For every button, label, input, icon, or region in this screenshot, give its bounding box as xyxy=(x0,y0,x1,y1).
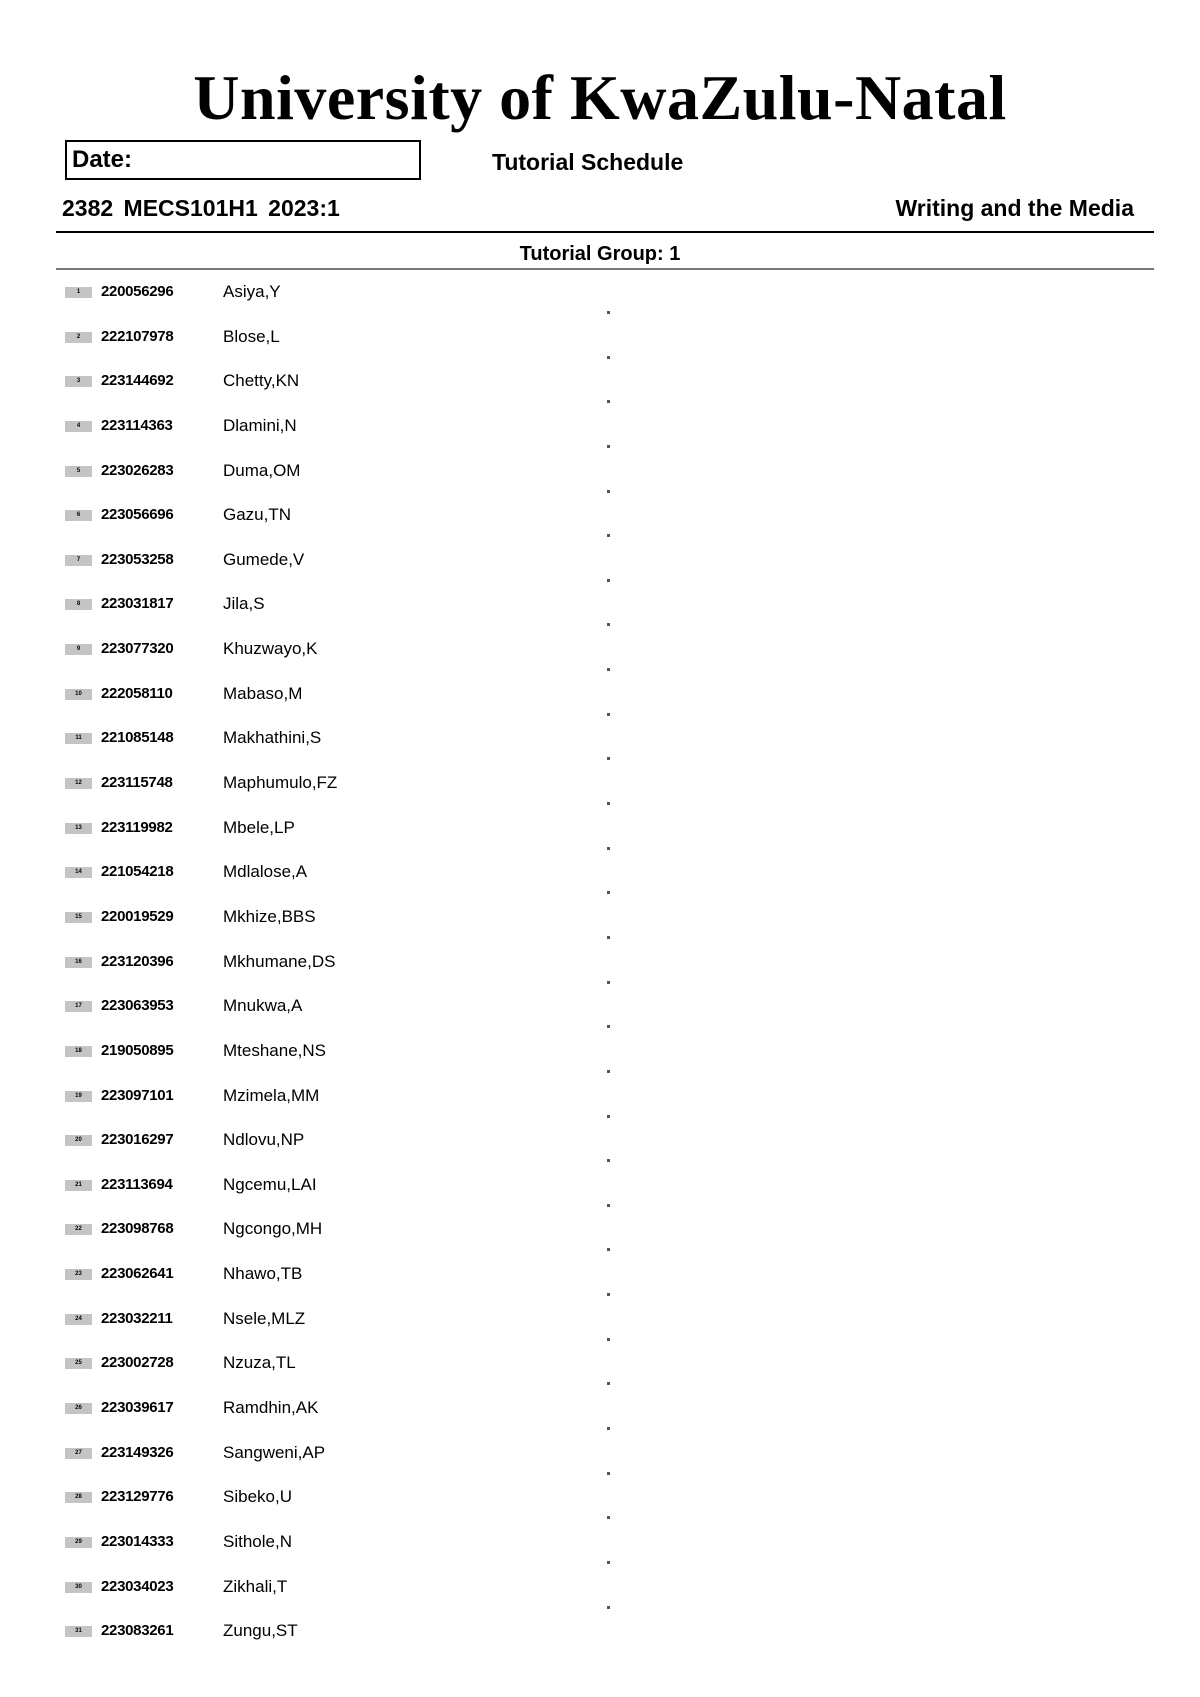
student-number: 223014333 xyxy=(101,1532,174,1550)
student-row xyxy=(0,321,1200,366)
row-separator-dot xyxy=(607,1204,610,1207)
row-number-badge: 3 xyxy=(65,376,92,387)
student-name: Ngcongo,MH xyxy=(223,1219,323,1239)
row-number-badge: 5 xyxy=(65,466,92,477)
student-number: 223119982 xyxy=(101,818,173,836)
row-number-badge: 20 xyxy=(65,1135,92,1146)
row-separator-dot xyxy=(607,668,610,671)
student-name: Zungu,ST xyxy=(223,1621,298,1641)
row-number-badge: 16 xyxy=(65,957,92,968)
student-name: Dlamini,N xyxy=(223,415,297,435)
row-number-badge: 1 xyxy=(65,287,92,298)
row-number-badge: 14 xyxy=(65,867,92,878)
row-number-badge: 23 xyxy=(65,1269,92,1280)
student-row xyxy=(0,410,1200,455)
student-row xyxy=(0,901,1200,946)
student-row xyxy=(0,1615,1200,1660)
student-number: 223098768 xyxy=(101,1220,174,1238)
student-name: Ramdhin,AK xyxy=(223,1398,319,1418)
student-name: Ngcemu,LAI xyxy=(223,1174,317,1194)
row-separator-dot xyxy=(607,311,610,314)
student-name: Chetty,KN xyxy=(223,371,300,391)
student-row xyxy=(0,1080,1200,1125)
row-number-badge: 18 xyxy=(65,1046,92,1057)
row-number-badge: 26 xyxy=(65,1403,92,1414)
student-number: 223034023 xyxy=(101,1577,174,1595)
row-separator-dot xyxy=(607,713,610,716)
header-divider-top xyxy=(56,231,1154,233)
row-number-badge: 7 xyxy=(65,555,92,566)
student-number: 223026283 xyxy=(101,461,174,479)
row-separator-dot xyxy=(607,1516,610,1519)
student-name: Mkhumane,DS xyxy=(223,951,336,971)
student-number: 221085148 xyxy=(101,729,174,747)
student-number: 223115748 xyxy=(101,774,173,792)
student-number: 223113694 xyxy=(101,1175,173,1193)
row-separator-dot xyxy=(607,1070,610,1073)
row-separator-dot xyxy=(607,1159,610,1162)
student-name: Sibeko,U xyxy=(223,1487,292,1507)
student-number: 223002728 xyxy=(101,1354,174,1372)
student-name: Mteshane,NS xyxy=(223,1040,326,1060)
row-separator-dot xyxy=(607,400,610,403)
row-separator-dot xyxy=(607,891,610,894)
student-number: 223063953 xyxy=(101,997,174,1015)
student-row xyxy=(0,1437,1200,1482)
student-number: 223083261 xyxy=(101,1622,174,1640)
student-number: 223114363 xyxy=(101,416,173,434)
row-number-badge: 28 xyxy=(65,1492,92,1503)
row-separator-dot xyxy=(607,936,610,939)
student-row xyxy=(0,1035,1200,1080)
student-row xyxy=(0,633,1200,678)
row-number-badge: 2 xyxy=(65,332,92,343)
student-row xyxy=(0,1124,1200,1169)
student-number: 223097101 xyxy=(101,1086,174,1104)
student-name: Jila,S xyxy=(223,594,265,614)
student-row xyxy=(0,990,1200,1035)
row-separator-dot xyxy=(607,1025,610,1028)
student-number: 223016297 xyxy=(101,1131,174,1149)
row-separator-dot xyxy=(607,1427,610,1430)
student-number: 223149326 xyxy=(101,1443,174,1461)
student-number: 223032211 xyxy=(101,1309,173,1327)
course-name: Writing and the Media xyxy=(895,195,1134,221)
row-number-badge: 10 xyxy=(65,689,92,700)
student-name: Duma,OM xyxy=(223,460,301,480)
student-row xyxy=(0,499,1200,544)
student-name: Mbele,LP xyxy=(223,817,295,837)
student-name: Nzuza,TL xyxy=(223,1353,296,1373)
student-number: 223039617 xyxy=(101,1399,174,1417)
row-separator-dot xyxy=(607,757,610,760)
student-name: Makhathini,S xyxy=(223,728,322,748)
row-number-badge: 31 xyxy=(65,1626,92,1637)
row-separator-dot xyxy=(607,534,610,537)
student-row xyxy=(0,1347,1200,1392)
student-number: 220019529 xyxy=(101,907,174,925)
student-name: Mdlalose,A xyxy=(223,862,308,882)
row-separator-dot xyxy=(607,1472,610,1475)
student-name: Maphumulo,FZ xyxy=(223,773,338,793)
row-number-badge: 13 xyxy=(65,823,92,834)
row-number-badge: 9 xyxy=(65,644,92,655)
row-separator-dot xyxy=(607,1606,610,1609)
student-number: 222107978 xyxy=(101,327,174,345)
row-separator-dot xyxy=(607,802,610,805)
row-separator-dot xyxy=(607,1382,610,1385)
row-number-badge: 22 xyxy=(65,1224,92,1235)
date-field-box xyxy=(65,140,421,180)
row-separator-dot xyxy=(607,1338,610,1341)
student-row xyxy=(0,1258,1200,1303)
row-number-badge: 25 xyxy=(65,1358,92,1369)
student-number: 223062641 xyxy=(101,1265,174,1283)
student-number: 222058110 xyxy=(101,684,173,702)
row-separator-dot xyxy=(607,356,610,359)
student-name: Mabaso,M xyxy=(223,683,303,703)
student-name: Nhawo,TB xyxy=(223,1264,303,1284)
student-name: Ndlovu,NP xyxy=(223,1130,305,1150)
row-number-badge: 24 xyxy=(65,1314,92,1325)
student-row xyxy=(0,678,1200,723)
row-separator-dot xyxy=(607,579,610,582)
student-number: 223031817 xyxy=(101,595,174,613)
row-number-badge: 29 xyxy=(65,1537,92,1548)
row-number-badge: 21 xyxy=(65,1180,92,1191)
row-number-badge: 8 xyxy=(65,599,92,610)
student-name: Khuzwayo,K xyxy=(223,639,318,659)
row-separator-dot xyxy=(607,1115,610,1118)
student-name: Blose,L xyxy=(223,326,280,346)
student-row xyxy=(0,1303,1200,1348)
row-separator-dot xyxy=(607,623,610,626)
row-number-badge: 4 xyxy=(65,421,92,432)
date-label: Date: xyxy=(72,146,133,173)
student-number: 223144692 xyxy=(101,372,174,390)
student-roster xyxy=(0,276,1200,1666)
header-divider-bottom xyxy=(56,268,1154,270)
row-number-badge: 27 xyxy=(65,1448,92,1459)
student-number: 223077320 xyxy=(101,640,174,658)
student-name: Sangweni,AP xyxy=(223,1442,326,1462)
student-row xyxy=(0,455,1200,500)
student-row xyxy=(0,1169,1200,1214)
row-separator-dot xyxy=(607,847,610,850)
student-name: Zikhali,T xyxy=(223,1576,288,1596)
student-name: Mnukwa,A xyxy=(223,996,303,1016)
student-name: Asiya,Y xyxy=(223,282,281,301)
student-number: 221054218 xyxy=(101,863,174,881)
student-name: Mzimela,MM xyxy=(223,1085,320,1105)
row-number-badge: 30 xyxy=(65,1582,92,1593)
student-row xyxy=(0,365,1200,410)
schedule-title: Tutorial Schedule xyxy=(492,149,684,175)
student-name: Nsele,MLZ xyxy=(223,1308,306,1328)
row-separator-dot xyxy=(607,981,610,984)
row-number-badge: 11 xyxy=(65,733,92,744)
student-number: 223053258 xyxy=(101,550,174,568)
student-row xyxy=(0,588,1200,633)
row-number-badge: 6 xyxy=(65,510,92,521)
student-row xyxy=(0,1213,1200,1258)
row-separator-dot xyxy=(607,445,610,448)
student-row xyxy=(0,767,1200,812)
student-row xyxy=(0,856,1200,901)
student-row xyxy=(0,1526,1200,1571)
student-row xyxy=(0,276,1200,321)
row-number-badge: 19 xyxy=(65,1091,92,1102)
student-row xyxy=(0,1571,1200,1616)
student-name: Sithole,N xyxy=(223,1531,292,1551)
row-separator-dot xyxy=(607,1293,610,1296)
student-row xyxy=(0,946,1200,991)
student-row xyxy=(0,812,1200,857)
tutorial-group-label: Tutorial Group: 1 xyxy=(519,243,681,265)
row-number-badge: 12 xyxy=(65,778,92,789)
row-number-badge: 15 xyxy=(65,912,92,923)
row-separator-dot xyxy=(607,1561,610,1564)
student-name: Gazu,TN xyxy=(223,505,292,525)
row-number-badge: 17 xyxy=(65,1001,92,1012)
student-number: 219050895 xyxy=(101,1041,174,1059)
student-name: Gumede,V xyxy=(223,549,305,569)
student-row xyxy=(0,1481,1200,1526)
student-number: 223056696 xyxy=(101,506,174,524)
student-number: 223129776 xyxy=(101,1488,174,1506)
university-title: University of KwaZulu-Natal xyxy=(193,62,1007,133)
row-separator-dot xyxy=(607,490,610,493)
student-row xyxy=(0,722,1200,767)
student-name: Mkhize,BBS xyxy=(223,906,316,926)
row-separator-dot xyxy=(607,1248,610,1251)
student-row xyxy=(0,1392,1200,1437)
student-number: 220056296 xyxy=(101,283,174,300)
course-code-line: 2382 MECS101H1 2023:1 xyxy=(62,195,340,221)
student-number: 223120396 xyxy=(101,952,174,970)
student-row xyxy=(0,544,1200,589)
